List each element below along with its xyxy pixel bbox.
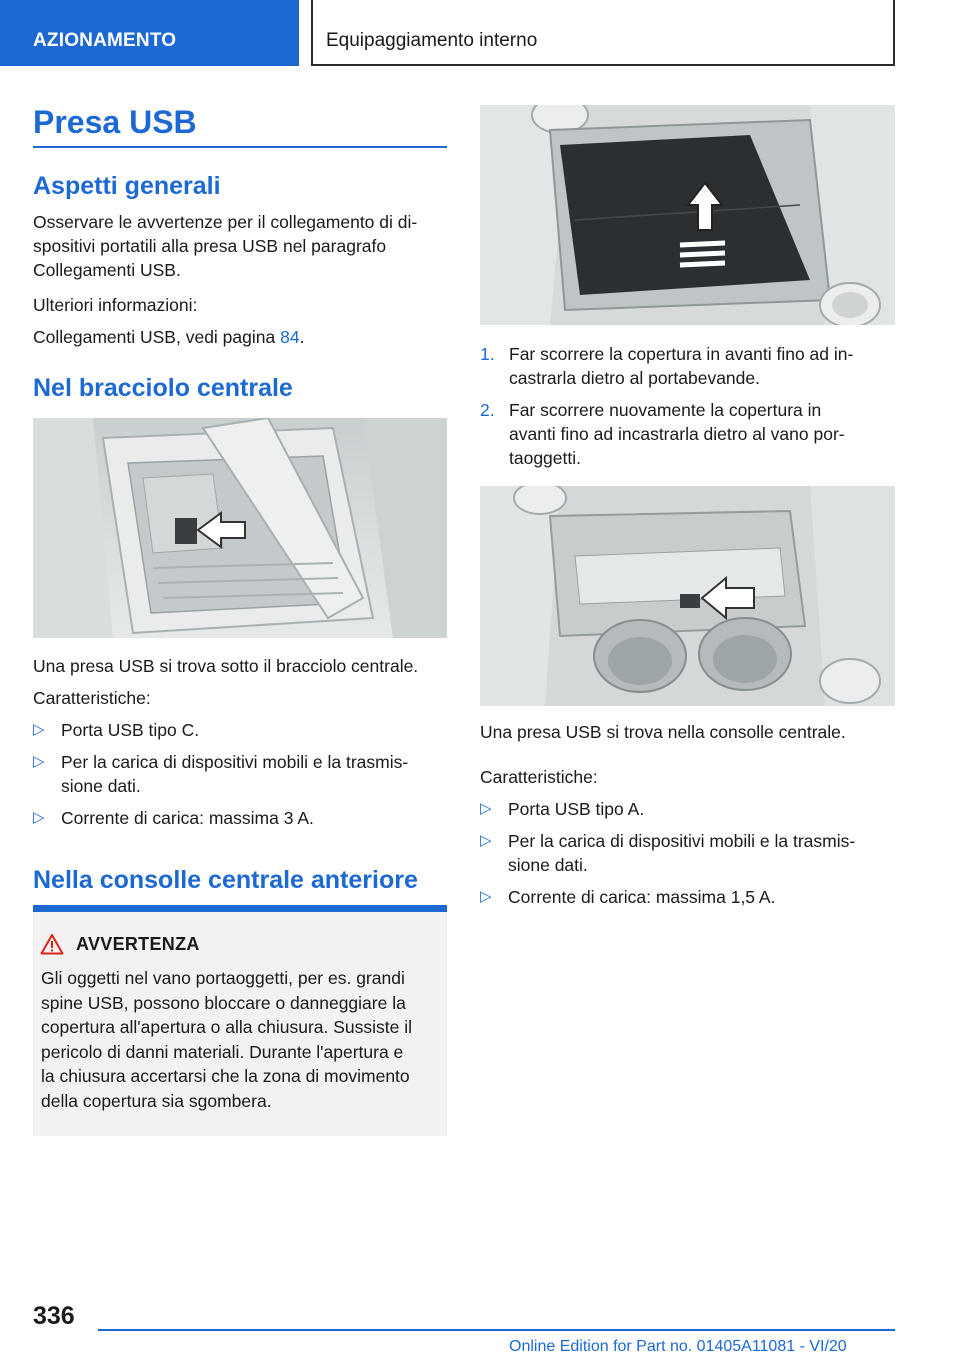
- console-usb-photo: [480, 486, 895, 706]
- armrest-caption: Una presa USB si trova sotto il bracciolo centrale.: [33, 656, 419, 676]
- step-number: 1.: [480, 344, 495, 364]
- warning-line-2: spine USB, possono bloccare o danneggiare la: [41, 992, 406, 1013]
- armrest-bullet-3: [33, 806, 447, 830]
- armrest-bullet-2: [33, 750, 447, 798]
- warning-top-bar: [33, 905, 447, 912]
- step-1: [480, 342, 895, 390]
- bullet-text: Per la carica di dispositivi mobili e la trasmis-: [508, 831, 856, 851]
- header-section-tab: [0, 0, 299, 66]
- warning-line-6: della copertura sia sgombera.: [41, 1090, 272, 1111]
- general-para-line-1: Osservare le avvertenze per il collegamento di di-: [33, 212, 418, 232]
- bullet-triangle-icon: ▷: [480, 832, 492, 849]
- page-title: Presa USB: [33, 104, 197, 140]
- bullet-text-cont: sione dati.: [508, 855, 588, 875]
- console-bullet-2: [480, 829, 895, 877]
- console-cover-photo: [480, 105, 895, 325]
- bullet-text: Corrente di carica: massima 3 A.: [61, 808, 314, 828]
- ref-text: Collegamenti USB, vedi pagina: [33, 327, 281, 347]
- more-info-label: Ulteriori informazioni:: [33, 295, 198, 315]
- warning-title: AVVERTENZA: [76, 934, 200, 954]
- general-para-line-2: spositivi portatili alla presa USB nel paragrafo: [33, 236, 387, 256]
- console-bullet-1: [480, 797, 895, 821]
- armrest-features-label: Caratteristiche:: [33, 688, 151, 708]
- footer-divider: [98, 1329, 895, 1331]
- header-section-label: AZIONAMENTO: [33, 30, 177, 51]
- step-number: 2.: [480, 400, 495, 420]
- ref-end: .: [299, 327, 305, 347]
- step-text-cont: taoggetti.: [509, 448, 581, 468]
- step-text-cont: avanti fino ad incastrarla dietro al vano por-: [509, 424, 845, 444]
- bullet-text: Porta USB tipo C.: [61, 720, 200, 740]
- console-bullet-3: [480, 885, 895, 909]
- ref-page-link[interactable]: 84: [280, 327, 300, 347]
- bullet-triangle-icon: ▷: [480, 888, 492, 905]
- bullet-triangle-icon: ▷: [33, 809, 45, 826]
- bullet-triangle-icon: ▷: [480, 800, 492, 817]
- console-caption: Una presa USB si trova nella consolle centrale.: [480, 722, 846, 742]
- page-number: 336: [33, 1302, 75, 1330]
- header-chapter-label: Equipaggiamento interno: [326, 30, 538, 51]
- heading-armrest: Nel bracciolo centrale: [33, 374, 293, 402]
- cross-reference: [33, 325, 304, 349]
- header-chapter-box: [311, 0, 895, 66]
- bullet-text: Per la carica di dispositivi mobili e la trasmis-: [61, 752, 409, 772]
- warning-line-3: copertura all'apertura o alla chiusura. Sussiste il: [41, 1017, 413, 1037]
- step-text: Far scorrere la copertura in avanti fino ad in-: [509, 344, 854, 364]
- title-divider: [33, 146, 447, 148]
- warning-line-5: la chiusura accertarsi che la zona di movimento: [41, 1066, 410, 1086]
- general-para-line-3: Collegamenti USB.: [33, 260, 181, 280]
- heading-front-console: Nella consolle centrale anteriore: [33, 866, 418, 894]
- bullet-triangle-icon: ▷: [33, 753, 45, 770]
- warning-triangle-icon: [40, 933, 64, 955]
- armrest-bullet-1: [33, 718, 447, 742]
- heading-general: Aspetti generali: [33, 172, 221, 200]
- bullet-triangle-icon: ▷: [33, 721, 45, 738]
- armrest-usb-photo: [33, 418, 447, 638]
- step-text: Far scorrere nuovamente la copertura in: [509, 400, 822, 420]
- footer-edition: Online Edition for Part no. 01405A11081 - VI/20: [509, 1338, 847, 1355]
- warning-line-1: Gli oggetti nel vano portaoggetti, per es. grandi: [41, 968, 405, 988]
- warning-line-4: pericolo di danni materiali. Durante l'apertura e: [41, 1041, 404, 1062]
- step-2: [480, 398, 895, 470]
- bullet-text-cont: sione dati.: [61, 776, 141, 796]
- bullet-text: Corrente di carica: massima 1,5 A.: [508, 887, 776, 907]
- warning-text: [41, 966, 441, 1113]
- bullet-text: Porta USB tipo A.: [508, 799, 645, 819]
- console-features-label: Caratteristiche:: [480, 767, 598, 787]
- step-text-cont: castrarla dietro al portabevande.: [509, 368, 760, 388]
